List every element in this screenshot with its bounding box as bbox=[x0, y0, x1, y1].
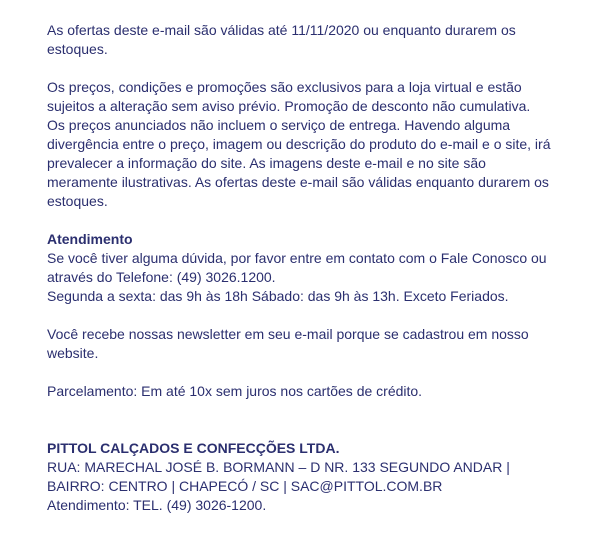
company-address: RUA: MARECHAL JOSÉ B. BORMANN – D NR. 133 SEGUNDO ANDAR | BAIRRO: CENTRO | CHAPECÓ / SC | SAC@PITTOL.COM.BR bbox=[47, 459, 510, 494]
policy-notice: Os preços, condições e promoções são exclusivos para a loja virtual e estão sujeitos a alteração sem aviso prévio. Promoção de desconto não cumulativa. Os preços anunciados não incluem o serviço de entrega. Havendo alguma divergência entre o preço, imagem ou descrição do produto do e-mail e o site, irá prevalecer a informação do site. As imagens deste e-mail e no site são meramente ilustrativas. As ofertas deste e-mail são válidas enquanto durarem os estoques. bbox=[47, 79, 551, 209]
newsletter-notice: Você recebe nossas newsletter em seu e-mail porque se cadastrou em nosso website. bbox=[47, 326, 529, 361]
support-section bbox=[47, 230, 552, 306]
support-title: Atendimento bbox=[47, 231, 133, 247]
company-name: PITTOL CALÇADOS E CONFECÇÕES LTDA. bbox=[47, 440, 340, 456]
support-hours: Segunda a sexta: das 9h às 18h Sábado: das 9h às 13h. Exceto Feriados. bbox=[47, 288, 509, 304]
support-contact: Se você tiver alguma dúvida, por favor entre em contato com o Fale Conosco ou através do Telefone: (49) 3026.1200. bbox=[47, 250, 547, 285]
installments-notice: Parcelamento: Em até 10x sem juros nos cartões de crédito. bbox=[47, 383, 423, 399]
validity-notice: As ofertas deste e-mail são válidas até 11/11/2020 ou enquanto durarem os estoques. bbox=[47, 22, 516, 57]
company-phone: Atendimento: TEL. (49) 3026-1200. bbox=[47, 497, 267, 513]
company-info bbox=[47, 439, 552, 515]
